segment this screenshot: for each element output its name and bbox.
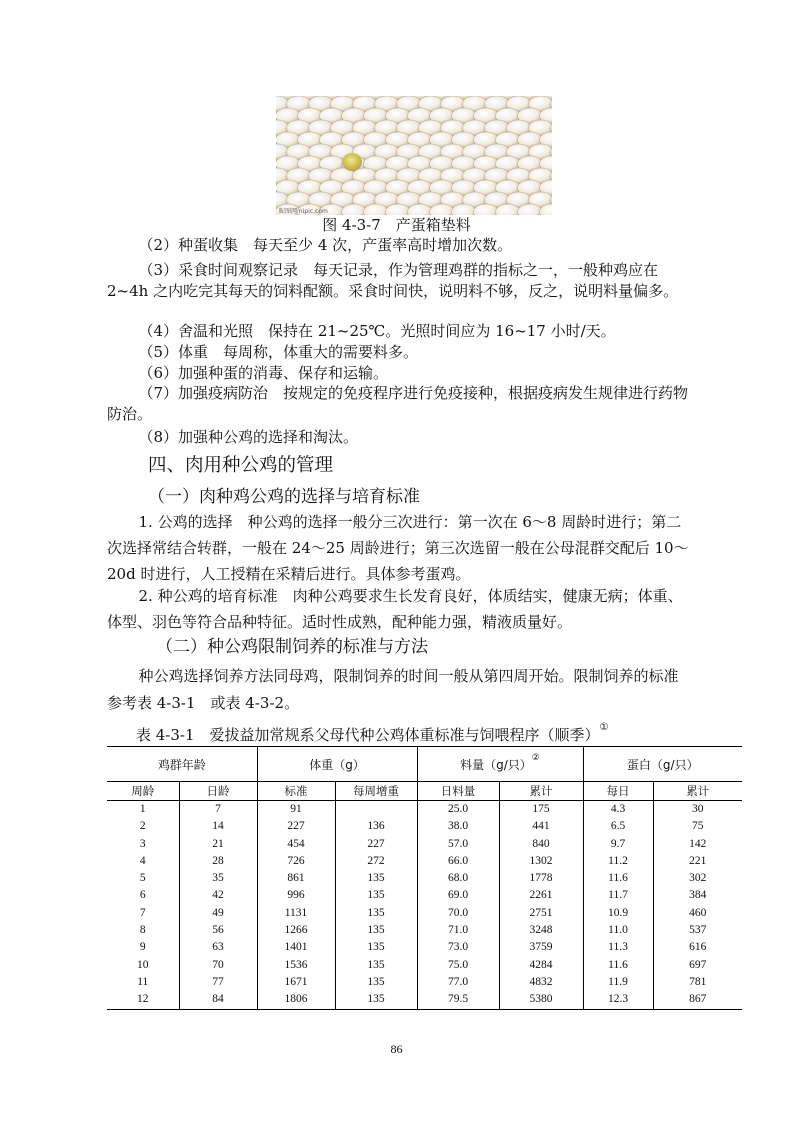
table-cell: 135 [335,991,417,1009]
section-title: 四、肉用种公鸡的管理 [148,455,334,476]
table-cell: 12 [107,991,179,1009]
table-cell: 11 [137,975,149,988]
table-cell: 1 [139,803,146,815]
table-cell: 221 [653,853,742,870]
table-cell: 840 [499,836,583,853]
table-row [107,870,742,887]
table-cell: 9 [139,941,146,954]
table-cell: 1778 [499,870,583,887]
table-cell: 68.0 [417,870,499,887]
egg-bedding-photo [276,96,552,215]
table-cell: 697 [653,957,742,974]
chick-shape [342,153,362,171]
item-2: （2）种蛋收集 每天至少 4 次，产蛋率高时增加次数。 [138,236,513,254]
table-row [107,836,742,853]
table-cell: 135 [335,974,417,991]
table-cell: 227 [257,818,335,835]
table-cell: 3248 [499,922,583,939]
group-header-protein: 蛋白（g/只） [583,747,742,782]
item-5: （5）体重 每周称，体重大的需要料多。 [138,343,419,361]
table-cell: 302 [653,870,742,887]
table-cell: 867 [653,991,742,1009]
table-cell: 861 [257,870,335,887]
table-cell: 272 [335,853,417,870]
table-row [107,974,742,991]
column-header: 每周增重 [335,782,417,801]
table-cell: 57.0 [417,836,499,853]
table-cell: 75 [653,818,742,835]
table-cell: 1806 [257,991,335,1009]
table-cell: 3 [139,837,146,850]
table-row [107,853,742,870]
table-cell: 77 [179,974,257,991]
table-cell: 2261 [499,887,583,904]
item-4: （4）舍温和光照 保持在 21~25℃。光照时间应为 16~17 小时/天。 [138,322,616,340]
table-cell: 175 [499,801,583,819]
table-cell: 11.6 [583,870,653,887]
table-cell: 384 [653,887,742,904]
table-cell: 71.0 [417,922,499,939]
table-column-header [107,782,742,801]
table-cell: 12.3 [583,991,653,1009]
table-row [107,991,742,1009]
item-8: （8）加强种公鸡的选择和淘汰。 [138,428,359,446]
table-cell [335,801,417,819]
table-cell: 49 [179,905,257,922]
table-cell: 56 [179,922,257,939]
table-cell: 537 [653,922,742,939]
table-cell: 35 [179,870,257,887]
column-header: 标准 [257,782,335,801]
table-cell: 38.0 [417,818,499,835]
table-cell: 63 [179,939,257,956]
table-cell: 441 [499,818,583,835]
table-row [107,905,742,922]
table-cell: 7 [139,906,146,919]
table-cell: 135 [335,939,417,956]
footnote-mark-2: ② [531,752,540,763]
watermark-text: 昵图网 nipic.com [279,208,328,215]
table-cell: 460 [653,905,742,922]
table-cell: 4.3 [583,801,653,819]
table-cell: 4832 [499,974,583,991]
table-cell: 84 [179,991,257,1009]
table-cell: 8 [139,924,146,937]
table-cell: 135 [335,887,417,904]
group-header-feed: 料量（g/只）② [417,747,583,782]
column-header: 每日 [583,782,653,801]
table-cell: 4 [139,854,146,867]
table-cell: 5380 [499,991,583,1009]
table-cell: 7 [179,801,257,819]
table-cell: 5 [139,872,146,885]
table-cell: 77.0 [417,974,499,991]
rooster-weight-feeding-table [107,746,742,1010]
table-cell: 11.9 [583,974,653,991]
table-cell: 1401 [257,939,335,956]
table-cell: 21 [179,836,257,853]
table-cell: 1266 [257,922,335,939]
table-cell: 9.7 [583,836,653,853]
table-cell: 11.0 [583,922,653,939]
table-cell: 11.6 [583,957,653,974]
table-caption: 表 4-3-1 爱拔益加常规系父母代种公鸡体重标准与饲喂程序（顺季）① [136,722,609,744]
figure-caption: 图 4-3-7 产蛋箱垫料 [322,216,471,234]
table-cell: 73.0 [417,939,499,956]
table-cell: 42 [179,887,257,904]
table-cell: 996 [257,887,335,904]
table-row [107,887,742,904]
item-3: （3）采食时间观察记录 每天记录，作为管理鸡群的指标之一，一般种鸡应在 2~4h 之内吃完其每天的饲料配额。采食时间快，说明料不够，反之，说明料量偏多。 [107,261,679,300]
table-cell: 10.9 [583,905,653,922]
paragraph-rooster-selection: 1. 公鸡的选择 种公鸡的选择一般分三次进行：第一次在 6～8 周龄时进行；第二次选择常结合转群，一般在 24～25 周龄进行；第三次选留一般在公母混群交配后 10～20d 时进行，人工授精在采精后进行。具体参考蛋鸡。 [107,513,689,583]
column-header: 周龄 [107,782,179,801]
table-cell: 25.0 [417,801,499,819]
table-cell: 726 [257,853,335,870]
column-header: 日料量 [417,782,499,801]
group-header-weight: 体重（g） [257,747,417,782]
table-cell: 3759 [499,939,583,956]
table-cell: 70.0 [417,905,499,922]
table-cell: 135 [335,957,417,974]
table-cell: 11.7 [583,887,653,904]
table-cell: 79.5 [417,991,499,1009]
paragraph-rooster-standard: 2. 种公鸡的培育标准 肉种公鸡要求生长发育良好，体质结实，健康无病；体重、体型、羽色等符合品种特征。适时性成熟，配种能力强，精液质量好。 [107,587,683,631]
table-cell: 75.0 [417,957,499,974]
table-cell: 70 [179,957,257,974]
table-cell: 142 [653,836,742,853]
group-header-age: 鸡群年龄 [107,747,257,782]
table-cell: 2751 [499,905,583,922]
table-cell: 1131 [257,905,335,922]
table-cell: 135 [335,870,417,887]
table-cell: 135 [335,922,417,939]
table-cell: 1671 [257,974,335,991]
table-cell: 14 [179,818,257,835]
table-cell: 66.0 [417,853,499,870]
column-header: 累计 [499,782,583,801]
column-header: 累计 [653,782,742,801]
table-body [107,801,742,1010]
table-cell: 227 [335,836,417,853]
subsection-title-1: （一）肉种鸡公鸡的选择与培育标准 [148,487,420,507]
table-cell: 69.0 [417,887,499,904]
eggs-image [276,96,552,215]
table-cell: 781 [653,974,742,991]
item-7: （7）加强疫病防治 按规定的免疫程序进行免疫接种，根据疫病发生规律进行药物防治。 [107,384,689,423]
table-row [107,957,742,974]
table-cell: 28 [179,853,257,870]
table-cell: 1302 [499,853,583,870]
table-row [107,939,742,956]
footnote-mark-1: ① [599,722,609,733]
table-row [107,922,742,939]
table-row [107,818,742,835]
page-number: 86 [390,1042,403,1056]
table-cell: 2 [139,820,146,833]
table-cell: 11.3 [583,939,653,956]
column-header: 日龄 [179,782,257,801]
table-cell: 136 [335,818,417,835]
table-cell: 30 [653,801,742,819]
item-6: （6）加强种蛋的消毒、保存和运输。 [138,364,389,382]
table-cell: 11.2 [583,853,653,870]
paragraph-restricted-feeding: 种公鸡选择饲养方法同母鸡，限制饲养的时间一般从第四周开始。限制饲养的标准参考表 4-3-1 或表 4-3-2。 [107,667,679,712]
subsection-title-2: （二）种公鸡限制饲养的标准与方法 [156,637,428,657]
table-cell: 616 [653,939,742,956]
table-cell: 1536 [257,957,335,974]
table-cell: 10 [137,958,149,971]
table-group-header [107,747,742,782]
table-cell: 135 [335,905,417,922]
table-cell: 6.5 [583,818,653,835]
table-cell: 4284 [499,957,583,974]
table-cell: 454 [257,836,335,853]
table-row [107,801,742,819]
table-cell: 91 [257,801,335,819]
table-cell: 6 [139,889,146,902]
